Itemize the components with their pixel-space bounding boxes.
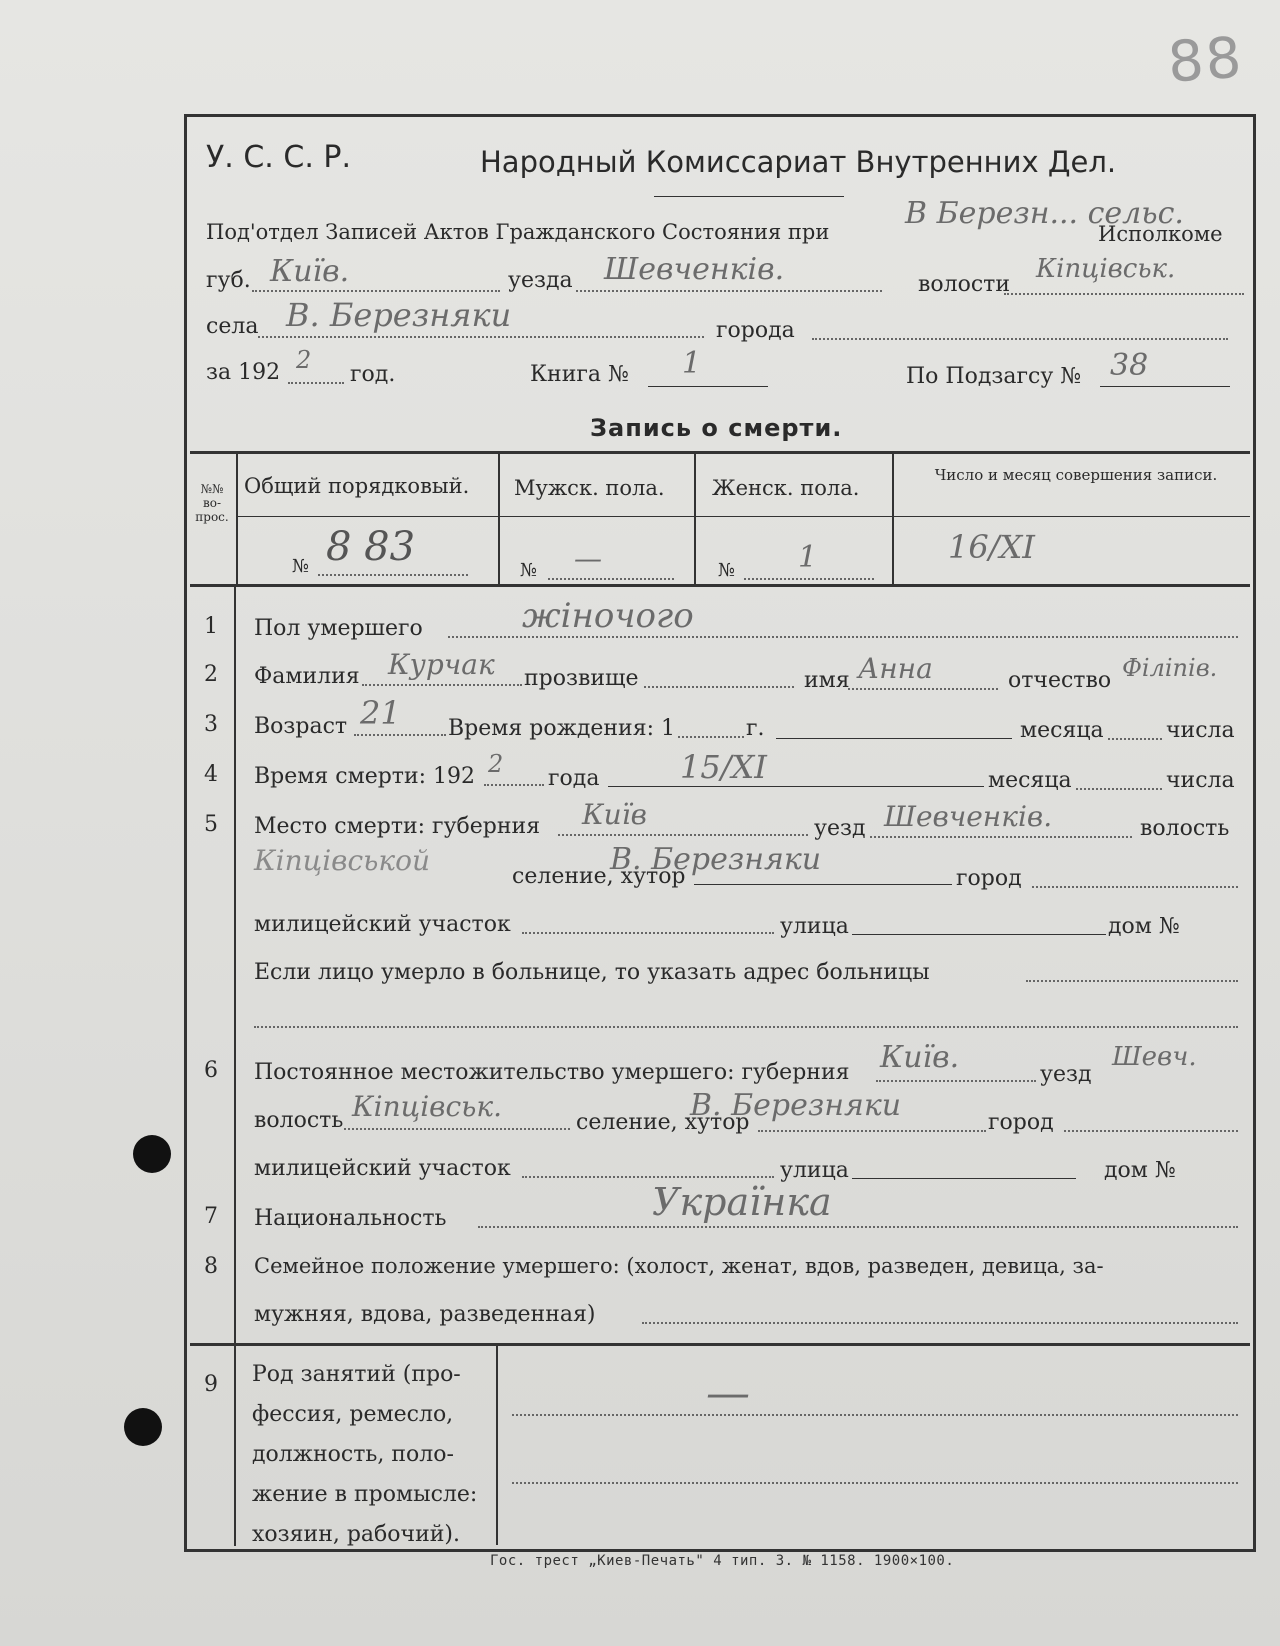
top-table-bottom	[190, 584, 1250, 587]
patronymic-label: отчество	[1008, 668, 1112, 693]
nationality-value: Українка	[652, 1180, 832, 1224]
street-fill-2	[852, 1178, 1076, 1179]
occupation-label-1: Род занятий (про-	[252, 1362, 461, 1387]
col-sep-4	[892, 451, 894, 586]
residence-gorod-label: город	[988, 1110, 1054, 1135]
place-gub-fill	[558, 834, 808, 836]
militia-fill	[522, 932, 774, 934]
place-uezd-fill	[870, 836, 1132, 838]
residence-label: Постоянное местожительство умершего: губерния	[254, 1060, 850, 1085]
birth-month-fill	[776, 738, 1012, 739]
general-number-value: 8 83	[326, 524, 416, 570]
marital-label-line-1: Семейное положение умершего: (холост, женат, вдов, разведен, девица, за-	[254, 1254, 1104, 1278]
sex-value: жіночого	[522, 596, 694, 636]
death-date-value: 15/XI	[680, 748, 767, 786]
death-month-fill	[608, 786, 984, 787]
residence-gub-fill	[876, 1080, 1036, 1082]
age-label: Возраст	[254, 714, 348, 739]
punch-hole-top	[133, 1135, 171, 1173]
occupation-label-2: фессия, ремесло,	[252, 1402, 454, 1427]
section-sep-9	[190, 1343, 1250, 1346]
selo-value: В. Березняки	[286, 296, 512, 334]
house-label-2: дом №	[1104, 1158, 1176, 1183]
q9-number: 9	[204, 1372, 218, 1397]
street-label: улица	[780, 914, 849, 939]
surname-value: Курчак	[388, 648, 495, 681]
militia-label-2: милицейский участок	[254, 1156, 511, 1181]
year-label: за 192	[206, 360, 281, 385]
street-fill	[852, 934, 1106, 935]
hospital-fill-1	[1026, 980, 1238, 982]
q7-number: 7	[204, 1204, 218, 1229]
gub-value: Київ.	[270, 254, 350, 289]
hospital-fill-2	[254, 1026, 1238, 1028]
printer-footer: Гос. трест „Киев-Печать" 4 тип. 3. № 1158. 1900×100.	[490, 1553, 955, 1569]
place-volost-label: волость	[1140, 816, 1230, 841]
num-column-sep	[234, 586, 236, 1546]
patronymic-value: Філіпів.	[1122, 654, 1218, 682]
record-title: Запись о смерти.	[590, 414, 843, 442]
subdept-label: Под'отдел Записей Актов Гражданского Состояния при	[206, 220, 830, 244]
nationality-fill	[478, 1226, 1238, 1228]
residence-volost-value: Кіпцівськ.	[352, 1090, 502, 1123]
uezd-label: уезда	[508, 268, 573, 293]
col-sep-3	[694, 451, 696, 586]
nationality-label: Национальность	[254, 1206, 447, 1231]
place-uezd-label: уезд	[814, 816, 866, 841]
god-label: год.	[350, 362, 396, 387]
podzagsu-label: По Подзагсу №	[906, 364, 1082, 389]
residence-volost-fill	[344, 1128, 570, 1130]
occupation-label-3: должность, поло-	[252, 1442, 454, 1467]
subdept-value: В Березн... сельс.	[905, 196, 1184, 231]
col-general-header: Общий порядковый.	[244, 474, 470, 498]
ispolkom-label: Исполкоме	[1098, 222, 1223, 246]
kniga-value: 1	[682, 346, 702, 381]
sex-fill	[448, 636, 1238, 638]
q8-number: 8	[204, 1254, 218, 1279]
death-year-fill	[484, 784, 544, 786]
goda-label: года	[548, 766, 600, 791]
q1-number: 1	[204, 614, 218, 639]
selo-fill	[258, 336, 704, 338]
col-date-header: Число и месяц совершения записи.	[934, 466, 1218, 484]
podzagsu-value: 38	[1110, 348, 1149, 383]
sex-label: Пол умершего	[254, 616, 423, 641]
militia-fill-2	[522, 1176, 774, 1178]
commissariat-title: Народный Комиссариат Внутренних Дел.	[480, 145, 1117, 179]
birth-day-fill	[1108, 738, 1162, 740]
place-selo-fill	[694, 884, 952, 885]
surname-label: Фамилия	[254, 664, 360, 689]
col-male-header: Мужск. пола.	[514, 476, 665, 500]
militia-label: милицейский участок	[254, 912, 511, 937]
male-no-mark: №	[520, 560, 538, 581]
record-date-value: 16/XI	[948, 528, 1035, 566]
punch-hole-bottom	[124, 1408, 162, 1446]
marital-fill	[642, 1322, 1238, 1324]
birth-year-fill	[678, 736, 744, 738]
name-label: имя	[804, 668, 850, 693]
q6-number: 6	[204, 1058, 218, 1083]
podzagsu-fill	[1100, 386, 1230, 387]
gub-label: губ.	[206, 268, 251, 293]
col-sep-2	[498, 451, 500, 586]
male-fill	[548, 578, 674, 580]
col-q-header: №№ во- прос.	[195, 482, 229, 524]
death-month-label: месяца	[988, 768, 1072, 793]
q3-number: 3	[204, 712, 218, 737]
uezd-fill	[576, 290, 882, 292]
hospital-label: Если лицо умерло в больнице, то указать адрес больницы	[254, 960, 930, 985]
surname-fill	[362, 684, 522, 686]
residence-gorod-fill	[1064, 1130, 1238, 1132]
occupation-fill-1	[512, 1414, 1238, 1416]
residence-uezd-value: Шевч.	[1112, 1042, 1197, 1072]
nickname-fill	[644, 686, 794, 688]
house-label: дом №	[1108, 914, 1180, 939]
age-value: 21	[360, 694, 401, 732]
title-underline	[654, 196, 844, 197]
place-gub-value: Київ	[582, 798, 647, 831]
residence-volost-label: волость	[254, 1108, 344, 1133]
place-gorod-fill	[1032, 886, 1238, 888]
year-fill	[288, 382, 344, 384]
age-fill	[354, 734, 446, 736]
kniga-label: Книга №	[530, 362, 629, 387]
occupation-sep	[496, 1345, 498, 1545]
gub-fill	[252, 290, 500, 292]
birth-month-label: месяца	[1020, 718, 1104, 743]
uezd-value: Шевченків.	[604, 252, 785, 287]
top-table-top	[190, 451, 1250, 454]
death-time-label: Время смерти: 192	[254, 764, 476, 789]
selo-label: села	[206, 314, 259, 339]
death-day-label: числа	[1166, 768, 1235, 793]
year-value: 2	[296, 346, 312, 374]
place-label: Место смерти: губерния	[254, 814, 541, 839]
place-gorod-label: город	[956, 866, 1022, 891]
place-selo-label: селение, хутор	[512, 864, 686, 889]
occupation-label-5: хозяин, рабочий).	[252, 1522, 460, 1547]
q2-number: 2	[204, 662, 218, 687]
general-fill	[318, 574, 468, 576]
republic-label: У. С. С. Р.	[206, 140, 352, 175]
gorod-label: города	[716, 318, 795, 343]
col-sep-1	[236, 451, 238, 586]
birth-g-label: г.	[746, 716, 765, 741]
marital-label-line-2: мужняя, вдова, разведенная)	[254, 1302, 596, 1327]
name-fill	[848, 688, 998, 690]
male-number-value: —	[574, 542, 602, 575]
death-day-fill	[1076, 788, 1162, 790]
volost-label: волости	[918, 272, 1011, 297]
gorod-fill	[812, 338, 1228, 340]
occupation-label-4: жение в промысле:	[252, 1482, 478, 1507]
volost-fill	[1004, 293, 1244, 295]
q5-number: 5	[204, 812, 218, 837]
female-fill	[744, 578, 874, 580]
death-year-value: 2	[488, 750, 504, 778]
birth-day-label: числа	[1166, 718, 1235, 743]
place-volost-value: Кіпцівськой	[254, 844, 430, 877]
name-value: Анна	[858, 652, 933, 685]
residence-selo-fill	[758, 1130, 986, 1132]
kniga-fill	[648, 386, 768, 387]
general-no-mark: №	[292, 556, 310, 577]
occupation-fill-2	[512, 1482, 1238, 1484]
female-no-mark: №	[718, 560, 736, 581]
q4-number: 4	[204, 762, 218, 787]
residence-gub-value: Київ.	[880, 1040, 960, 1075]
birth-label: Время рождения: 1	[448, 716, 675, 741]
female-number-value: 1	[798, 540, 818, 575]
archive-page-number: 88	[1165, 25, 1246, 96]
col-female-header: Женск. пола.	[712, 476, 860, 500]
residence-uezd-label: уезд	[1040, 1062, 1092, 1087]
top-table-mid	[238, 516, 1250, 517]
place-uezd-value: Шевченків.	[884, 800, 1053, 833]
place-selo-value: В. Березняки	[610, 842, 822, 877]
residence-selo-label: селение, хутор	[576, 1110, 750, 1135]
nickname-label: прозвище	[524, 666, 639, 691]
street-label-2: улица	[780, 1158, 849, 1183]
residence-selo-value: В. Березняки	[690, 1088, 902, 1123]
occupation-value: —	[706, 1368, 750, 1419]
volost-value: Кіпцівськ.	[1036, 254, 1176, 284]
